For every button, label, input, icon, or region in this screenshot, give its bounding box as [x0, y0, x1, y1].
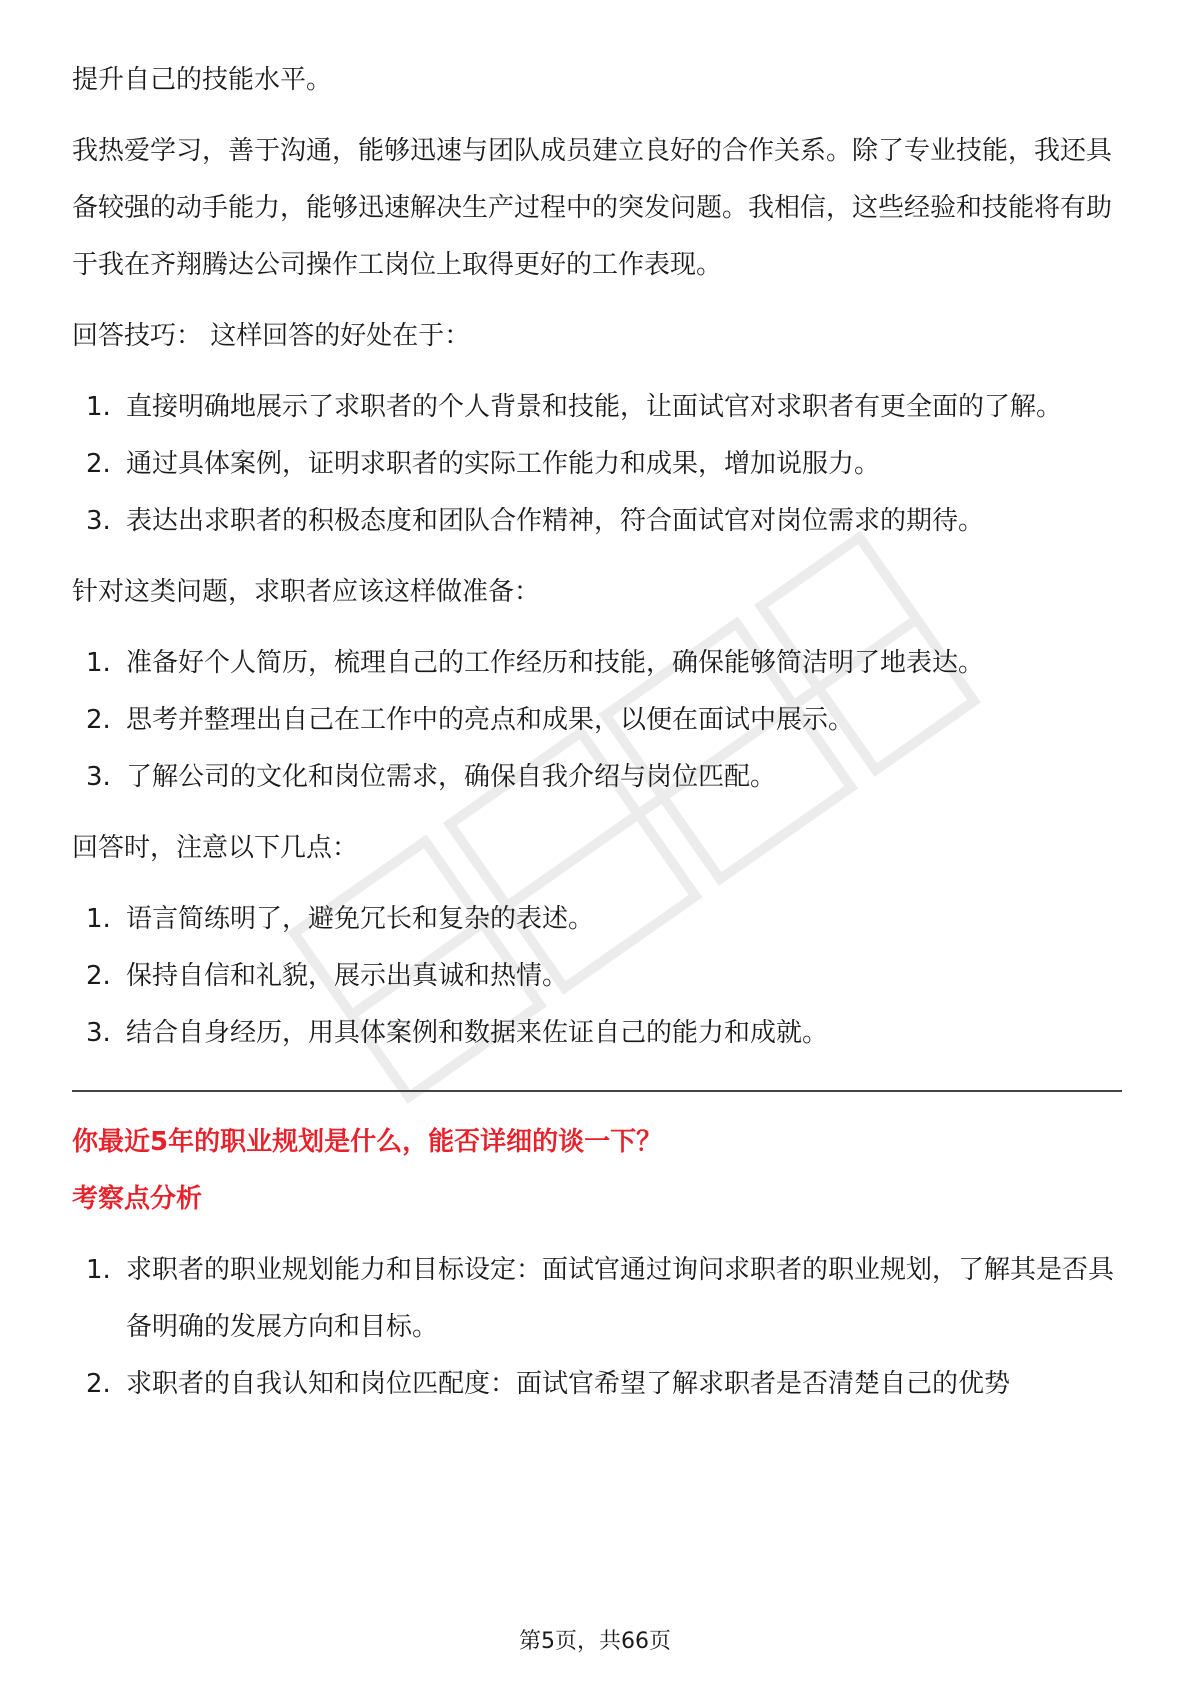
list-item [72, 749, 1122, 806]
list-text: 了解公司的文化和岗位需求，确保自我介绍与岗位匹配。 [126, 762, 777, 792]
list-item [72, 1356, 1122, 1413]
list-text: 语言简练明了，避免冗长和复杂的表述。 [126, 904, 595, 934]
paragraph-notes: 回答时，注意以下几点： [72, 833, 359, 863]
benefits-list [72, 379, 1122, 550]
list-text: 思考并整理出自己在工作中的亮点和成果，以便在面试中展示。 [126, 705, 855, 735]
list-number: 1. [86, 392, 111, 422]
list-item [72, 948, 1122, 1005]
list-item [72, 1005, 1122, 1062]
list-number: 2. [86, 705, 111, 735]
paragraph-self-description: 我热爱学习，善于沟通，能够迅速与团队成员建立良好的合作关系。除了专业技能，我还具备较强的动手能力，能够迅速解决生产过程中的突发问题。我相信，这些经验和技能将有助于我在齐翔腾达公司操作工岗位上取得更好的工作表现。 [72, 136, 1113, 280]
list-item [72, 379, 1122, 436]
list-item [72, 635, 1122, 692]
list-text: 表达出求职者的积极态度和团队合作精神，符合面试官对岗位需求的期待。 [126, 506, 985, 536]
list-number: 3. [86, 506, 111, 536]
list-number: 1. [86, 648, 111, 678]
paragraph-answer-tips: 回答技巧： 这样回答的好处在于： [72, 321, 471, 351]
document-page [72, 52, 1122, 1427]
list-item [72, 436, 1122, 493]
list-number: 3. [86, 762, 111, 792]
list-text: 通过具体案例，证明求职者的实际工作能力和成果，增加说服力。 [126, 449, 881, 479]
list-item [72, 891, 1122, 948]
list-text: 准备好个人简历，梳理自己的工作经历和技能，确保能够简洁明了地表达。 [126, 648, 985, 678]
list-number: 2. [86, 961, 111, 991]
section-divider [72, 1090, 1122, 1092]
paragraph-preparation: 针对这类问题，求职者应该这样做准备： [72, 577, 541, 607]
analysis-heading: 考察点分析 [72, 1184, 203, 1214]
page-footer: 第5页，共66页 [519, 1629, 671, 1654]
list-text: 保持自信和礼貌，展示出真诚和热情。 [126, 961, 569, 991]
preparation-list [72, 635, 1122, 806]
list-number: 1. [86, 904, 111, 934]
analysis-list [72, 1242, 1122, 1413]
question-heading: 你最近5年的职业规划是什么，能否详细的谈一下？ [72, 1127, 663, 1157]
paragraph-intro-tail: 提升自己的技能水平。 [72, 65, 333, 95]
list-text: 结合自身经历，用具体案例和数据来佐证自己的能力和成就。 [126, 1018, 829, 1048]
list-number: 2. [86, 1369, 111, 1399]
list-text: 直接明确地展示了求职者的个人背景和技能，让面试官对求职者有更全面的了解。 [126, 392, 1063, 422]
list-number: 3. [86, 1018, 111, 1048]
list-number: 2. [86, 449, 111, 479]
list-text: 求职者的职业规划能力和目标设定：面试官通过询问求职者的职业规划，了解其是否具备明确的发展方向和目标。 [126, 1255, 1115, 1342]
list-item [72, 692, 1122, 749]
list-text: 求职者的自我认知和岗位匹配度：面试官希望了解求职者是否清楚自己的优势 [126, 1369, 1011, 1399]
list-number: 1. [86, 1255, 111, 1285]
list-item [72, 493, 1122, 550]
list-item [72, 1242, 1122, 1356]
notes-list [72, 891, 1122, 1062]
